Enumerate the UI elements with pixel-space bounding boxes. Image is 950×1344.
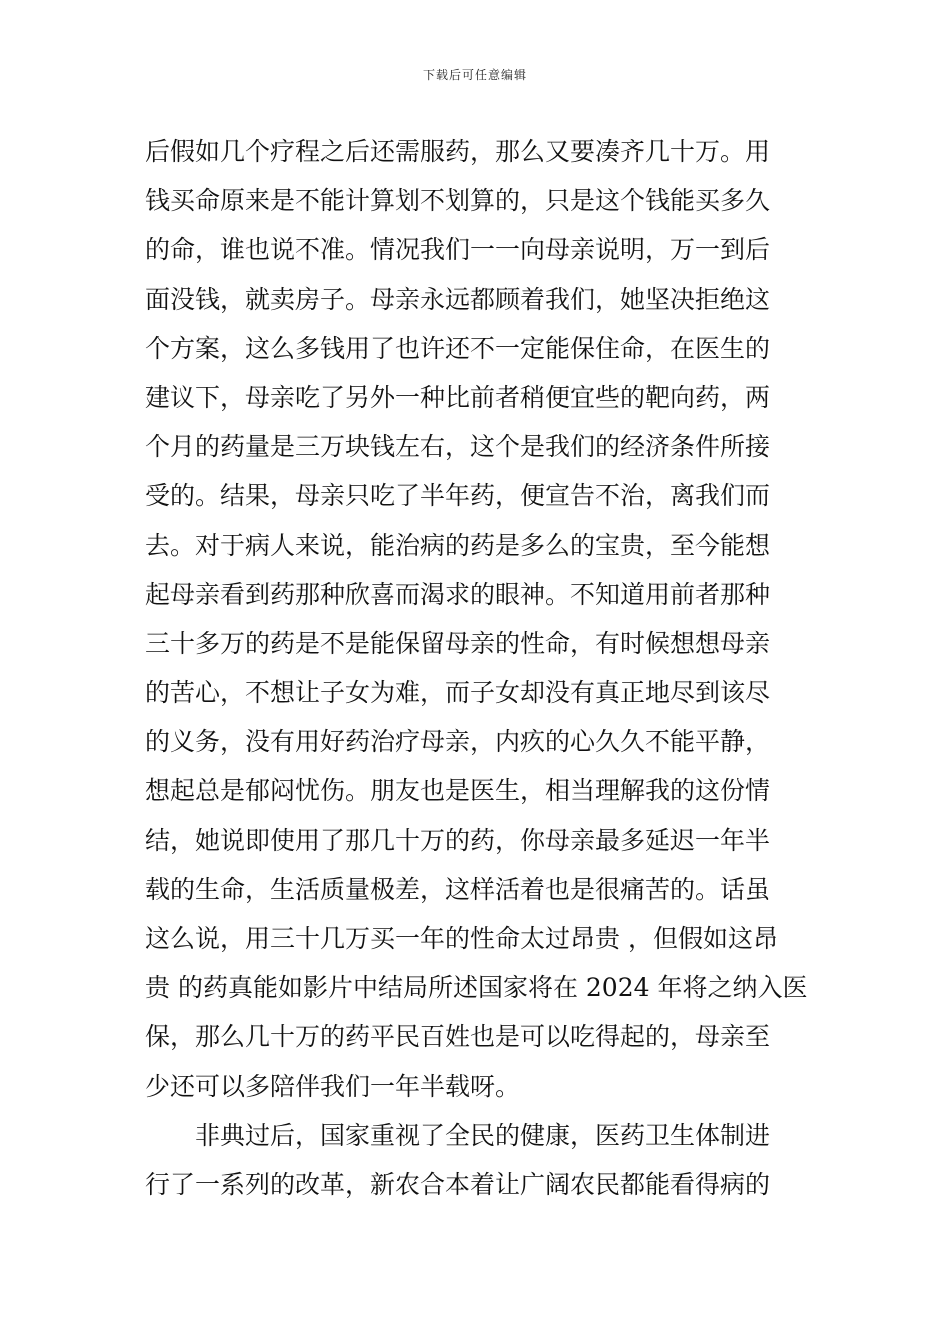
body-text <box>145 127 813 1209</box>
text-line: 后假如几个疗程之后还需服药，那么又要凑齐几十万。用 <box>145 137 771 166</box>
text-line: 非典过后，国家重视了全民的健康，医药卫生体制进 <box>145 1120 771 1150</box>
text-line: 的苦心，不想让子女为难，而子女却没有真正地尽到该尽 <box>145 678 771 708</box>
text-line: 钱买命原来是不能计算划不划算的，只是这个钱能买多久 <box>145 186 771 216</box>
text-line: 结，她说即使用了那几十万的药，你母亲最多延迟一年半 <box>145 825 771 855</box>
text-line: 行了一系列的改革，新农合本着让广阔农民都能看得病的 <box>145 1169 771 1199</box>
text-line: 个月的药量是三万块钱左右，这个是我们的经济条件所接 <box>145 432 771 462</box>
text-line: 去。对于病人来说，能治病的药是多么的宝贵，至今能想 <box>145 530 771 560</box>
text-line: 载的生命，生活质量极差，这样活着也是很痛苦的。话虽 <box>145 874 771 904</box>
text-line: 三十多万的药是不是能保留母亲的性命，有时候想想母亲 <box>145 628 771 658</box>
text-line: 想起总是郁闷忧伤。朋友也是医生，相当理解我的这份情 <box>145 776 771 806</box>
text-line: 面没钱，就卖房子。母亲永远都顾着我们，她坚决拒绝这 <box>145 284 771 314</box>
text-line: 受的。结果，母亲只吃了半年药，便宣告不治，离我们而 <box>145 481 771 511</box>
text-line: 的义务，没有用好药治疗母亲，内疚的心久久不能平静， <box>145 727 771 757</box>
text-line: 保，那么几十万的药平民百姓也是可以吃得起的，母亲至 <box>145 1022 771 1052</box>
text-line: 少还可以多陪伴我们一年半载呀。 <box>145 1071 521 1101</box>
page-header: 下载后可任意编辑 <box>422 68 527 82</box>
text-line: 个方案，这么多钱用了也许还不一定能保住命，在医生的 <box>145 333 771 363</box>
text-line: 的命，谁也说不准。情况我们一一向母亲说明，万一到后 <box>145 235 771 265</box>
text-line: 起母亲看到药那种欣喜而渴求的眼神。不知道用前者那种 <box>145 579 771 609</box>
text-line: 建议下，母亲吃了另外一种比前者稍便宜些的靶向药，两 <box>145 382 771 412</box>
text-line: 贵 的药真能如影片中结局所述国家将在 2024 年将之纳入医 <box>145 973 808 1003</box>
text-line: 这么说，用三十几万买一年的性命太过昂贵 ，但假如这昂 <box>145 924 778 953</box>
